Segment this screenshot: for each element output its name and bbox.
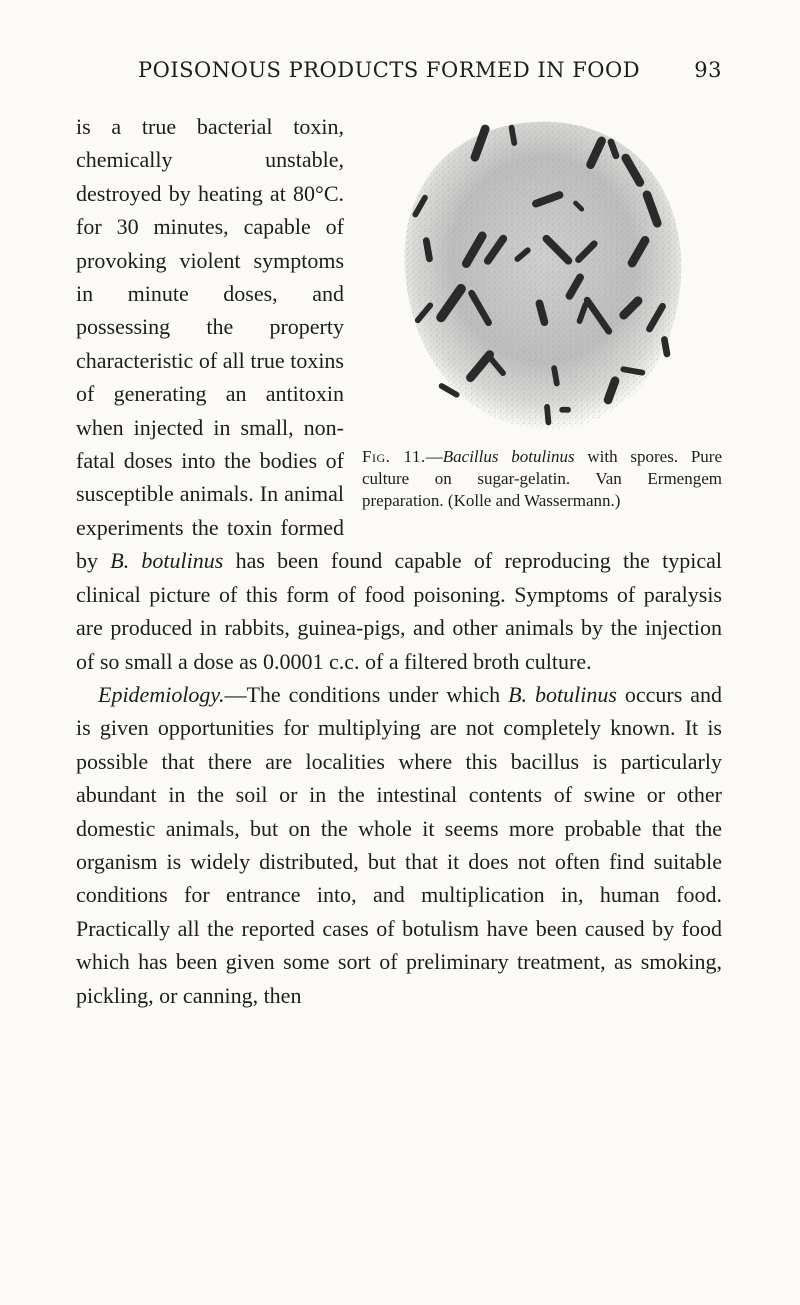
paragraph-2-text-a: —The conditions under which xyxy=(224,681,509,707)
paragraph-1-text-a: is a true bacterial toxin, chemically unstable, destroyed by heating at 80°C. for 30 minutes, capable of provoking violent symptoms in minute doses, and possessing the property characteristic of all true toxins of generating an antitoxin when injected in small, non-fatal doses into the bodies of susceptible animals. In animal experiments the toxin formed by xyxy=(76,114,344,574)
figure-label: Fig. 11. xyxy=(362,447,426,466)
paragraph-2-organism: B. botulinus xyxy=(508,681,617,707)
paragraph-1-text-b: has been found capable of reproducing the typical clinical picture of this form of food poisoning. Symptoms of paralysis are produced in rabbits, guinea-pigs, and other animals by the injection of so small a dose as 0.0001 c.c. of a filtered broth culture. xyxy=(76,548,723,674)
caption-text: with spores. Pure culture on sugar-gelatin. Van Ermengem preparation. (Kolle and Wassermann.) xyxy=(362,447,723,510)
page-number: 93 xyxy=(694,58,722,82)
paragraph-2-text-b: occurs and is given opportunities for multiplying are not completely known. It is possible that there are localities where this bacillus is particularly abundant in the soil or in the intestinal contents of swine or other domestic animals, but on the whole it seems more probable that the organism is widely distributed, but that it does not often find suitable conditions for entrance into, and multiplication in, human food. Practically all the reported cases of botulism have been caused by food which has been given some sort of preliminary treatment, as smoking, pickling, or canning, then xyxy=(76,681,723,1008)
bacillus-rod xyxy=(559,407,571,413)
epidemiology-heading: Epidemiology. xyxy=(98,681,225,707)
caption-dash: — xyxy=(425,447,443,466)
paragraph-1-organism: B. botulinus xyxy=(110,548,224,574)
running-head: POISONOUS PRODUCTS FORMED IN FOOD xyxy=(138,58,641,82)
figure-caption xyxy=(358,446,722,512)
micrograph-image xyxy=(395,114,685,434)
body-text xyxy=(76,110,722,1012)
paragraph-2 xyxy=(76,678,722,1012)
figure xyxy=(358,114,722,512)
caption-organism: Bacillus botulinus xyxy=(442,447,575,466)
